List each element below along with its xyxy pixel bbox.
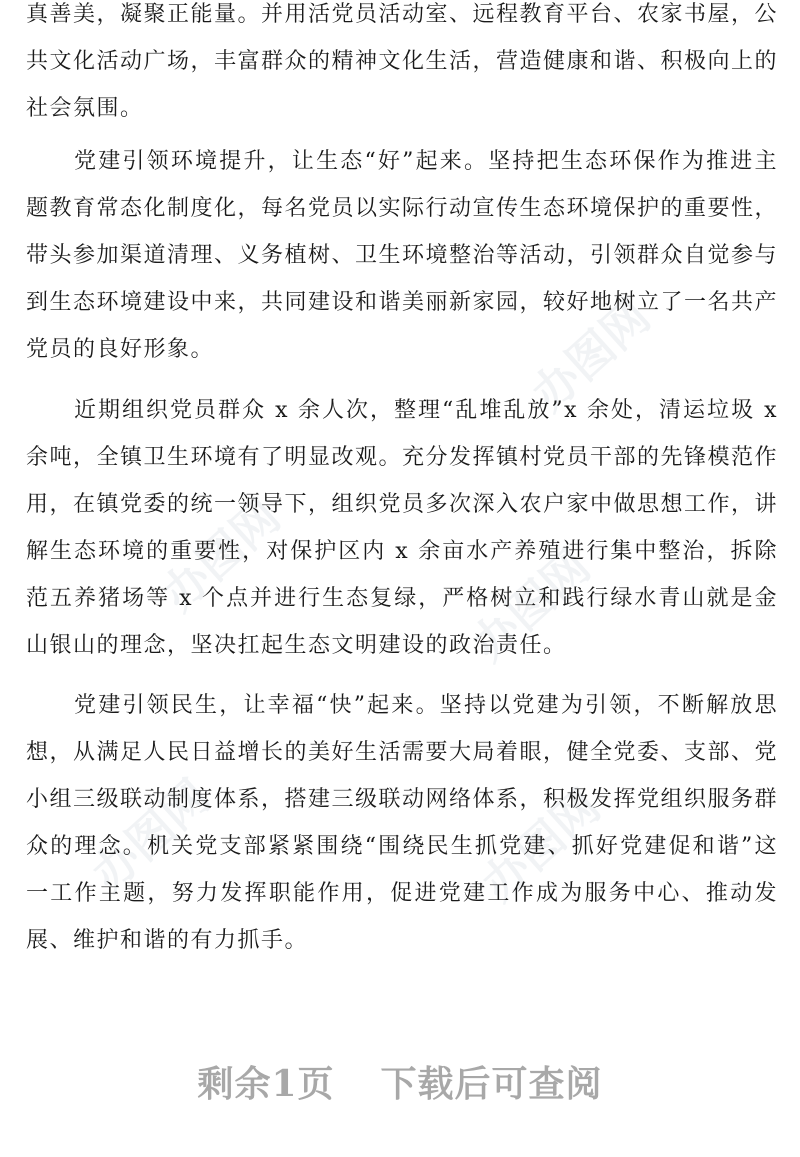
- paragraph-4: 党建引领民生，让幸福“快”起来。坚持以党建为引领，不断解放思想，从满足人民日益增长的美好生活需要大局着眼，健全党委、支部、党小组三级联动制度体系，搭建三级联动网络体系，积极发挥党组织服务群众的理念。机关党支部紧紧围绕“围绕民生抓党建、抓好党建促和谐”这一工作主题，努力发挥职能作用，促进党建工作成为服务中心、推动发展、维护和谐的有力抓手。: [26, 693, 779, 953]
- paragraph-3: 近期组织党员群众 x 余人次，整理“乱堆乱放”x 余处，清运垃圾 x 余吨，全镇卫生环境有了明显改观。充分发挥镇村党员干部的先锋模范作用，在镇党委的统一领导下，组织党员多次深入农户家中做思想工作，讲解生态环境的重要性，对保护区内 x 余亩水产养殖进行集中整治，拆除范五养猪场等 x 个点并进行生态复绿，严格树立和践行绿水青山就是金山银山的理念，坚决扛起生态文明建设的政治责任。: [26, 398, 779, 658]
- paragraph-2: 党建引领环境提升，让生态“好”起来。坚持把生态环保作为推进主题教育常态化制度化，每名党员以实际行动宣传生态环境保护的重要性，带头参加渠道清理、义务植树、卫生环境整治等活动，引领群众自觉参与到生态环境建设中来，共同建设和谐美丽新家园，较好地树立了一名共产党员的良好形象。: [26, 149, 779, 362]
- watermark: 办图网: [151, 488, 291, 622]
- download-prompt[interactable]: [0, 1046, 800, 1116]
- watermark: 办图网: [461, 538, 601, 672]
- watermark: 办图网: [81, 768, 221, 902]
- watermark: 办图网: [471, 778, 611, 912]
- paragraph-1: 真善美，凝聚正能量。并用活党员活动室、远程教育平台、农家书屋，公共文化活动广场，丰富群众的精神文化生活，营造健康和谐、积极向上的社会氛围。: [26, 2, 779, 121]
- download-to-read-label: 下载后可查阅: [380, 1062, 603, 1105]
- remaining-pages-label: 剩余1页: [197, 1062, 335, 1105]
- watermark: 办图网: [521, 288, 661, 422]
